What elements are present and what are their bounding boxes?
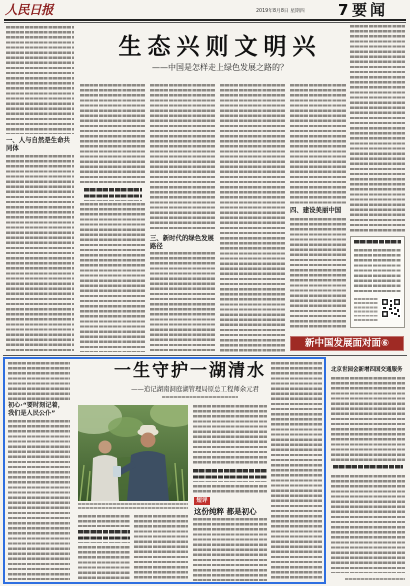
article-separator [3, 355, 407, 356]
series-banner: 新中国发展面对面⑥ [290, 336, 404, 351]
masthead-logo: 人民日报 [5, 2, 54, 17]
side-news-second-headline [333, 465, 403, 471]
commentary-body [193, 518, 267, 581]
feature-body-col2a [78, 515, 130, 527]
feature-subhead-third [193, 469, 267, 482]
lead-body-col1b [6, 155, 74, 352]
commentary-label: 短评 [194, 497, 210, 505]
commentary-title: 这份纯粹 都是初心 [194, 507, 257, 516]
feature-body-col3 [134, 515, 188, 581]
section-head-two [84, 188, 142, 201]
feature-body-col2b [78, 546, 130, 581]
feature-photo [78, 405, 188, 501]
info-box-title [354, 240, 401, 246]
lead-body-col4 [220, 84, 286, 352]
lead-body-col5a [290, 84, 346, 204]
feature-subhead-first: 初心·“要时刻记着，我们是人民公仆” [8, 402, 64, 417]
qr-code [381, 298, 401, 318]
info-box [350, 236, 405, 328]
side-news-second[interactable] [329, 463, 406, 575]
lead-subheadline: ——中国是怎样走上绿色发展之路的？ [152, 63, 288, 72]
section-head-three: 三、新时代的绿色发展路径 [150, 234, 214, 250]
lead-body-col5b [290, 218, 346, 328]
page-number: 7 [338, 1, 349, 19]
side-news-first-headline: 北京世园会新增四国交通服务 [331, 367, 403, 373]
feature-headline: 一生守护一湖清水 [114, 361, 266, 381]
header-rule [4, 19, 406, 21]
feature-body-col4b [193, 485, 267, 494]
issue-date: 2019年8月8日 星期四 [256, 9, 305, 14]
photo-caption [78, 503, 188, 511]
section-head-one: 一、人与自然是生命共同体 [6, 136, 70, 152]
feature-article[interactable] [3, 357, 326, 584]
lead-body-col6 [350, 25, 405, 232]
feature-body-col5 [271, 362, 322, 581]
section-name: 要闻 [352, 1, 389, 19]
lead-article[interactable] [4, 23, 406, 353]
feature-body-col1b [8, 420, 70, 580]
feature-byline [162, 396, 238, 399]
feature-body-col1a [8, 362, 70, 400]
info-box-note [354, 298, 378, 322]
lead-body-col3a [150, 84, 216, 232]
lead-body-col1a [6, 26, 74, 134]
side-news-first[interactable] [329, 364, 406, 462]
info-box-text [354, 249, 401, 293]
lead-body-col2b [80, 203, 146, 352]
side-news-first-body [331, 377, 405, 461]
feature-subheadline: ——追记湖南洞庭湖管理局原总工程师余元君 [131, 385, 259, 393]
feature-subhead-second [78, 530, 130, 543]
lead-body-col2a [80, 84, 146, 186]
page-editor-credits [345, 578, 405, 582]
lead-headline: 生态兴则文明兴 [118, 34, 322, 60]
feature-body-col4a [193, 405, 267, 465]
side-news-second-body [331, 475, 405, 573]
lead-body-col3b [150, 252, 216, 352]
section-head-four: 四、建设美丽中国 [290, 206, 342, 214]
